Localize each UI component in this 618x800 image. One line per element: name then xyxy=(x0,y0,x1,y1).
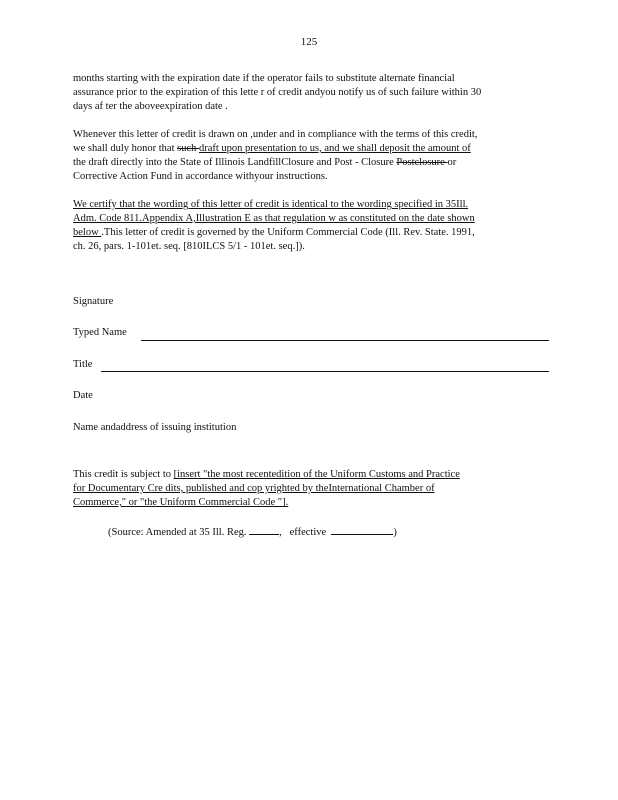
paragraph-drawing xyxy=(73,128,541,184)
title-label: Title xyxy=(73,359,93,370)
struck-text: such xyxy=(177,143,199,154)
text-line: ch. 26, pars. 1-101et. seq. [810ILCS 5/1 - 101et. seq.]). xyxy=(73,241,305,252)
text-line xyxy=(73,468,541,482)
text-line xyxy=(73,226,541,240)
page-number: 125 xyxy=(300,36,318,48)
paragraph-subject-to xyxy=(73,468,541,510)
text-segment: .This letter of credit is governed by the Uniform Commercial Code (Ill. Rev. State. 1991, xyxy=(101,227,475,238)
source-note xyxy=(108,525,397,538)
effective-date-blank[interactable] xyxy=(331,525,393,535)
text-line: Corrective Action Fund in accordance withyour instructions. xyxy=(73,171,328,182)
inserted-text: below xyxy=(73,227,102,238)
text-segment: the draft directly into the State of Illinois LandfillClosure and Post - Closure xyxy=(73,157,397,168)
text-line: We certify that the wording of this letter of credit is identical to the wording specified in 35Ill. xyxy=(73,199,469,210)
text-segment: This credit is subject to xyxy=(73,469,174,480)
text-line: assurance prior to the expiration of this lette r of credit andyou notify us of such failure within 30 xyxy=(73,87,482,98)
date-label: Date xyxy=(73,390,93,401)
title-line[interactable] xyxy=(101,371,549,372)
issuing-institution-label: Name andaddress of issuing institution xyxy=(73,422,237,433)
source-comma: , xyxy=(279,527,282,538)
text-segment: or xyxy=(447,157,457,168)
text-line: Commerce," or "the Uniform Commercial Code "]. xyxy=(73,497,289,508)
inserted-text: [insert "the most recentedition of the Uniform Customs and Practice xyxy=(173,469,460,480)
text-line xyxy=(73,156,541,170)
paragraph-certification xyxy=(73,198,541,254)
text-line: Whenever this letter of credit is drawn on ,under and in compliance with the terms of this credit, xyxy=(73,129,478,140)
struck-text: Postclosure xyxy=(396,157,448,168)
typed-name-label: Typed Name xyxy=(73,327,127,338)
text-line: for Documentary Cre dits, published and cop yrighted by theInternational Chamber of xyxy=(73,483,435,494)
text-line: days af ter the aboveexpiration date . xyxy=(73,101,228,112)
inserted-text: draft upon presentation to us, and we shall deposit the amount of xyxy=(198,143,471,154)
paragraph-expiration xyxy=(73,72,541,114)
signature-label: Signature xyxy=(73,296,114,307)
text-segment: we shall duly honor that xyxy=(73,143,178,154)
text-line: Adm. Code 811.Appendix A,Illustration E as that regulation w as constituted on the date shown xyxy=(73,213,475,224)
register-blank[interactable] xyxy=(249,525,279,535)
text-line: months starting with the expiration date if the operator fails to substitute alternate financial xyxy=(73,73,455,84)
source-close: ) xyxy=(393,527,397,538)
source-prefix: (Source: Amended at 35 Ill. Reg. xyxy=(108,527,247,538)
source-effective: effective xyxy=(289,527,327,538)
text-line xyxy=(73,142,541,156)
typed-name-line[interactable] xyxy=(141,340,549,341)
